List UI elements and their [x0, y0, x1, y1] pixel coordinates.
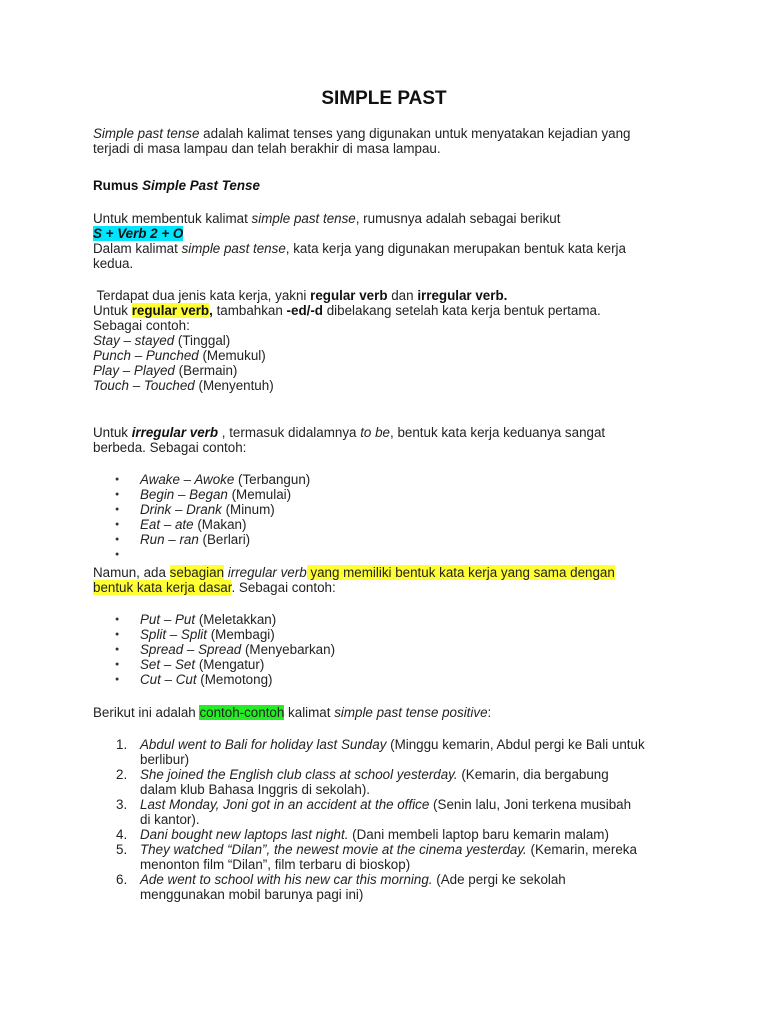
formula: S + Verb 2 + O	[93, 226, 184, 241]
list-item: ● Begin – Began (Memulai)	[93, 487, 713, 502]
verb-types-section: Terdapat dua jenis kata kerja, yakni regular verb dan irregular verb. Untuk regular verb, tambahkan -ed/-d dibelakang setelah kata kerja bentuk pertama. Sebagai contoh: Stay – stayed (Tinggal) Punch – Punched (Memukul) Play – Played (Bermain) Touch – Touched (Menyentuh)	[93, 288, 683, 393]
example-line: Touch – Touched (Menyentuh)	[93, 378, 274, 393]
list-item: ● Spread – Spread (Menyebarkan)	[93, 642, 713, 657]
item-number: 4.	[116, 827, 128, 842]
intro-term: Simple past tense	[93, 126, 200, 141]
numbered-item: 4. Dani bought new laptops last night. (Dani membeli laptop baru kemarin malam)	[116, 827, 609, 842]
intro-text: adalah kalimat tenses yang digunakan untuk menyatakan kejadian yang	[199, 126, 631, 141]
list-item: ● Eat – ate (Makan)	[93, 517, 713, 532]
list-item: ● Awake – Awoke (Terbangun)	[93, 472, 713, 487]
numbered-item: 3. Last Monday, Joni got in an accident at the office (Senin lalu, Joni terkena musibah di kantor).	[116, 797, 632, 827]
intro-text-line2: terjadi di masa lampau dan telah berakhir di masa lampau.	[93, 141, 441, 156]
positive-heading: Berikut ini adalah contoh-contoh kalimat simple past tense positive:	[93, 705, 492, 720]
intro-paragraph	[93, 126, 683, 156]
item-number: 6.	[116, 872, 128, 887]
example-line: Stay – stayed (Tinggal)	[93, 333, 231, 348]
list-item: ● Split – Split (Membagi)	[93, 627, 713, 642]
list-item-empty	[93, 547, 713, 562]
list-item: ● Drink – Drank (Minum)	[93, 502, 713, 517]
item-number: 1.	[116, 737, 128, 752]
numbered-item: 1. Abdul went to Bali for holiday last Sunday (Minggu kemarin, Abdul pergi ke Bali untuk berlibur)	[116, 737, 645, 767]
irregular-section: Untuk irregular verb , termasuk didalamnya to be, bentuk kata kerja keduanya sangat berbeda. Sebagai contoh:	[93, 425, 606, 455]
rumus-heading: Rumus Simple Past Tense	[93, 178, 260, 193]
numbered-item: 6. Ade went to school with his new car this morning. (Ade pergi ke sekolah menggunakan mobil barunya pagi ini)	[116, 872, 566, 902]
list-item: ● Set – Set (Mengatur)	[93, 657, 713, 672]
irregular-list	[93, 472, 713, 562]
page-title: SIMPLE PAST	[321, 88, 447, 109]
example-line: Play – Played (Bermain)	[93, 363, 238, 378]
numbered-item: 2. She joined the English club class at school yesterday. (Kemarin, dia bergabung dalam klub Bahasa Inggris di sekolah).	[116, 767, 609, 797]
regular-examples	[93, 333, 683, 393]
list-item: ● Cut – Cut (Memotong)	[93, 672, 713, 687]
item-number: 2.	[116, 767, 128, 782]
numbered-item: 5. They watched “Dilan”, the newest movie at the cinema yesterday. (Kemarin, mereka menonton film “Dilan”, film terbaru di bioskop)	[116, 842, 637, 872]
item-number: 3.	[116, 797, 128, 812]
list-item: ● Put – Put (Meletakkan)	[93, 612, 713, 627]
item-number: 5.	[116, 842, 128, 857]
list-item: ● Run – ran (Berlari)	[93, 532, 713, 547]
formula-section: Untuk membentuk kalimat simple past tense, rumusnya adalah sebagai berikut S + Verb 2 + O Dalam kalimat simple past tense, kata kerja yang digunakan merupakan bentuk kata kerja kedua.	[93, 211, 626, 271]
positive-list	[93, 737, 713, 902]
example-line: Punch – Punched (Memukul)	[93, 348, 266, 363]
same-form-list	[93, 612, 713, 687]
same-form-section: Namun, ada sebagian irregular verb yang memiliki bentuk kata kerja yang sama dengan bentuk kata kerja dasar. Sebagai contoh:	[93, 565, 615, 595]
